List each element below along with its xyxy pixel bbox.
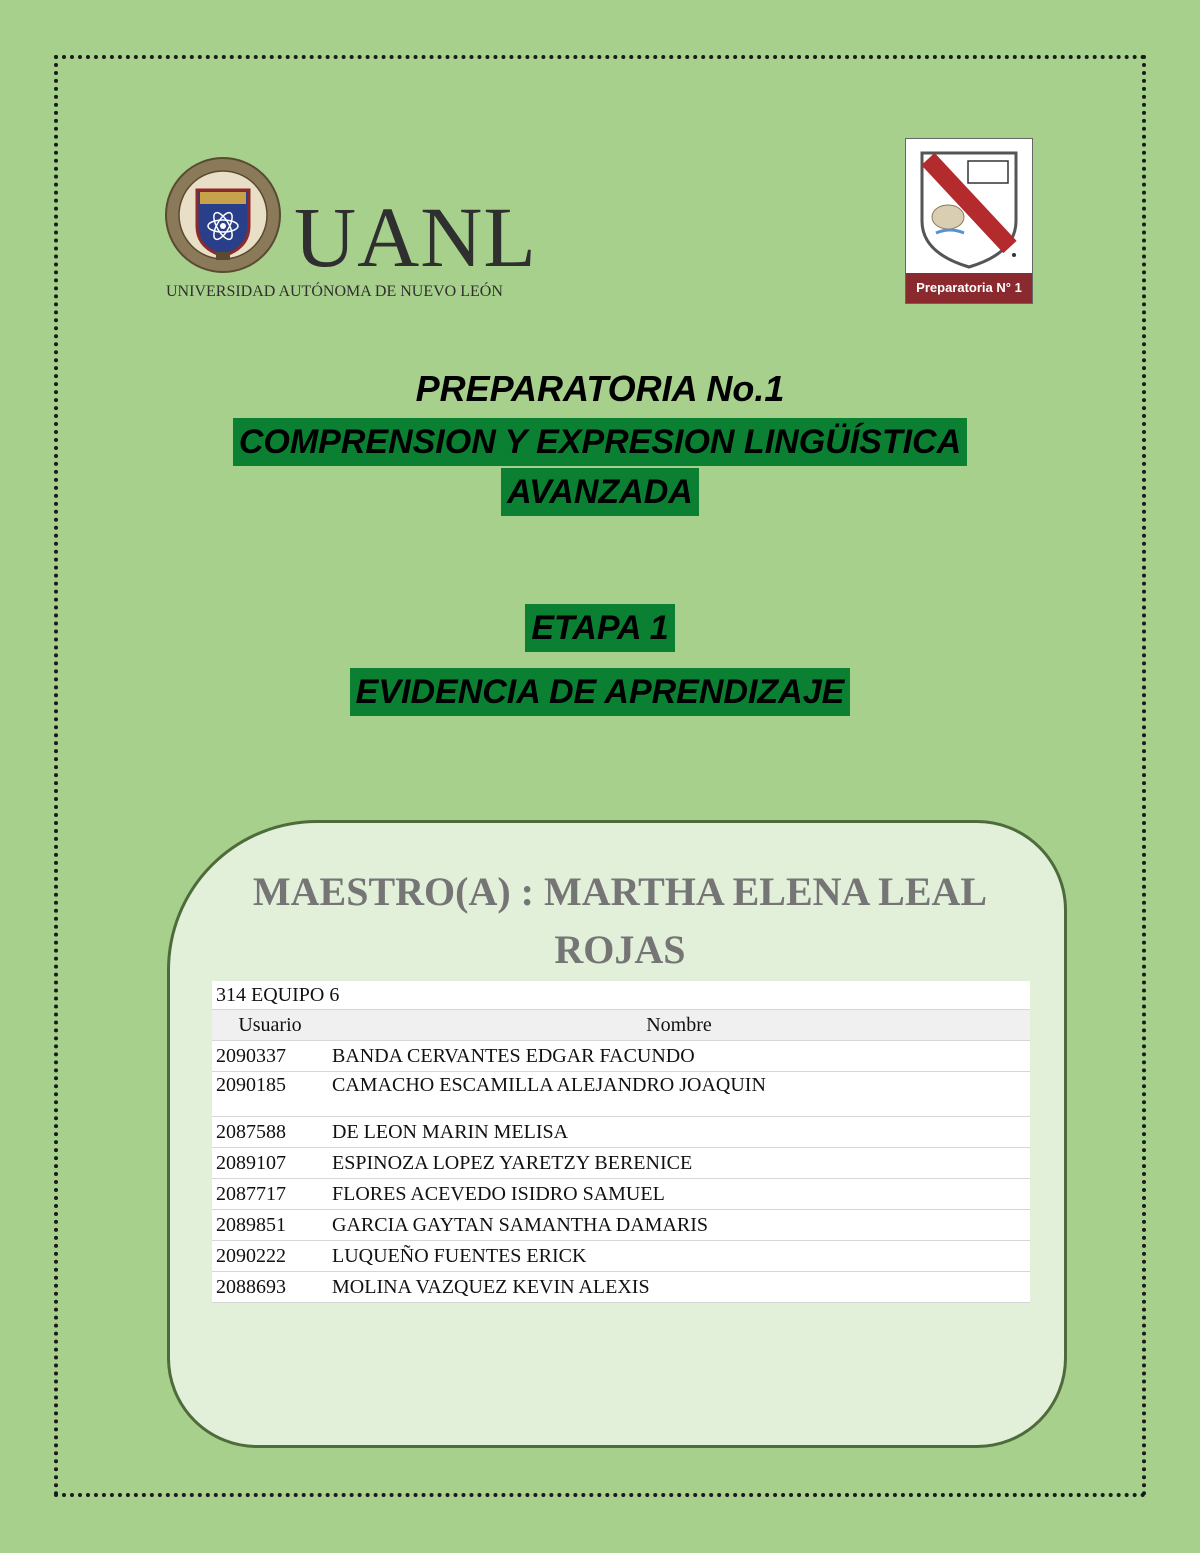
preparatoria-logo	[905, 138, 1033, 304]
student-name: DE LEON MARIN MELISA	[328, 1117, 1030, 1148]
student-id: 2090185	[212, 1072, 328, 1117]
stage-title: ETAPA 1	[525, 604, 674, 652]
student-id: 2089107	[212, 1148, 328, 1179]
student-name: MOLINA VAZQUEZ KEVIN ALEXIS	[328, 1272, 1030, 1303]
evidence-title: EVIDENCIA DE APRENDIZAJE	[350, 668, 851, 716]
evidence-row	[0, 668, 1200, 732]
uanl-logo	[164, 156, 537, 306]
group-row	[212, 981, 1030, 1010]
student-name: FLORES ACEVEDO ISIDRO SAMUEL	[328, 1179, 1030, 1210]
table-row	[212, 1072, 1030, 1117]
table-row	[212, 1241, 1030, 1272]
cover-titles	[0, 360, 1200, 732]
header-usuario: Usuario	[212, 1010, 328, 1041]
teacher-name	[170, 863, 1070, 979]
student-id: 2088693	[212, 1272, 328, 1303]
group-label: 314 EQUIPO 6	[212, 981, 1030, 1010]
student-id: 2087717	[212, 1179, 328, 1210]
preparatoria-band: Preparatoria N° 1	[906, 273, 1032, 303]
uanl-subtitle: UNIVERSIDAD AUTÓNOMA DE NUEVO LEÓN	[166, 283, 503, 300]
table-row	[212, 1117, 1030, 1148]
student-id: 2090337	[212, 1041, 328, 1072]
header-nombre: Nombre	[328, 1010, 1030, 1041]
uanl-seal-icon	[164, 156, 282, 274]
course-title-line-2: AVANZADA	[501, 468, 699, 516]
table-row	[212, 1272, 1030, 1303]
course-title-line-1: COMPRENSION Y EXPRESION LINGÜÍSTICA	[233, 418, 967, 466]
school-title: PREPARATORIA No.1	[415, 368, 785, 409]
student-name: GARCIA GAYTAN SAMANTHA DAMARIS	[328, 1210, 1030, 1241]
team-card	[167, 820, 1067, 1448]
teacher-line-1: MAESTRO(A) : MARTHA ELENA LEAL	[252, 869, 988, 914]
table-row	[212, 1041, 1030, 1072]
teacher-line-2: ROJAS	[554, 927, 686, 972]
student-table	[212, 981, 1030, 1303]
uanl-wordmark: UANL	[294, 189, 537, 285]
student-id: 2090222	[212, 1241, 328, 1272]
preparatoria-shield-icon	[910, 143, 1028, 271]
stage-row	[0, 604, 1200, 668]
student-name: CAMACHO ESCAMILLA ALEJANDRO JOAQUIN	[328, 1072, 1030, 1117]
table-row	[212, 1210, 1030, 1241]
course-title-row-1	[0, 418, 1200, 468]
table-row	[212, 1148, 1030, 1179]
course-title-row-2	[0, 468, 1200, 518]
table-row	[212, 1179, 1030, 1210]
table-header	[212, 1010, 1030, 1041]
student-name: BANDA CERVANTES EDGAR FACUNDO	[328, 1041, 1030, 1072]
student-id: 2087588	[212, 1117, 328, 1148]
student-id: 2089851	[212, 1210, 328, 1241]
student-name: ESPINOZA LOPEZ YARETZY BERENICE	[328, 1148, 1030, 1179]
student-name: LUQUEÑO FUENTES ERICK	[328, 1241, 1030, 1272]
